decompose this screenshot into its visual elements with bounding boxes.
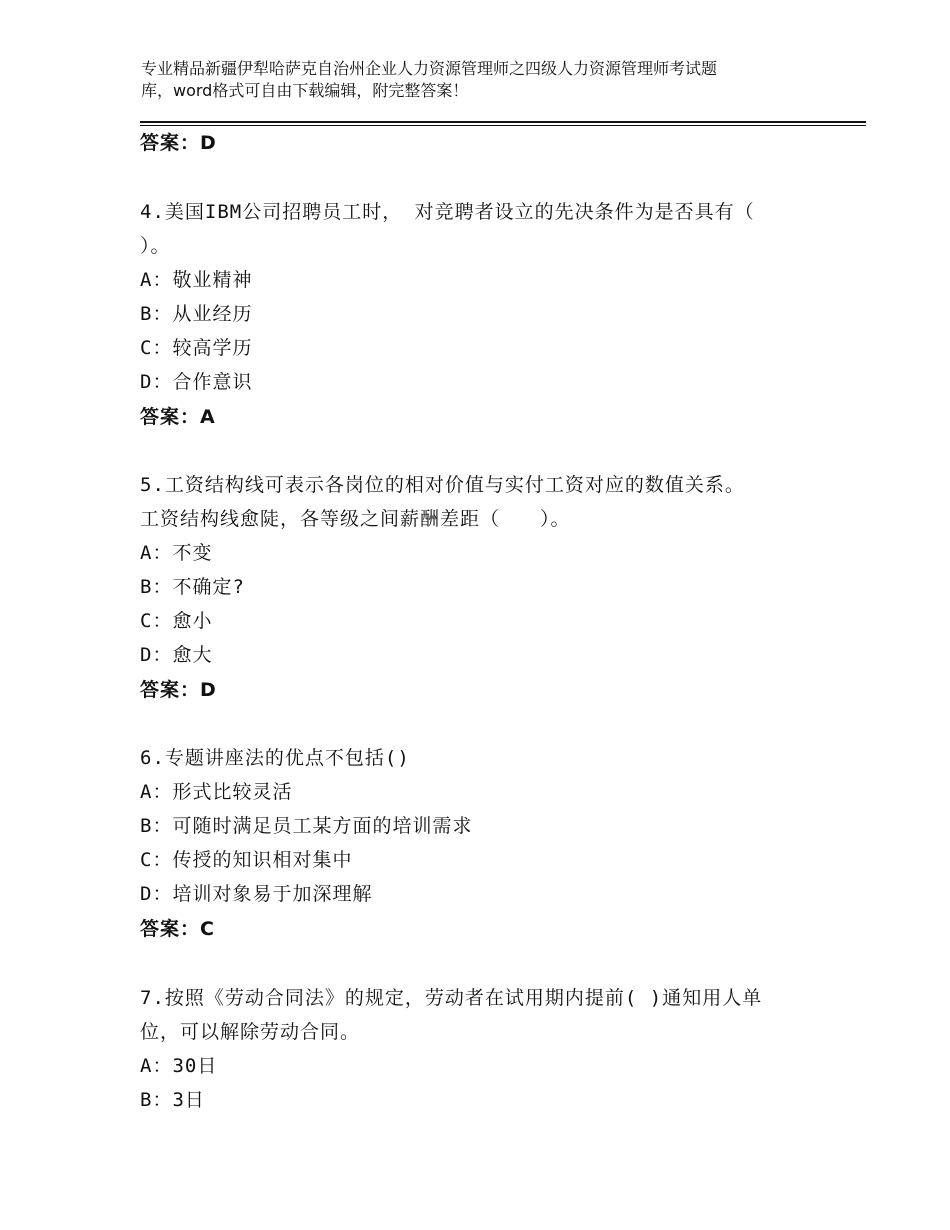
question-4-stem-line-1: 4.美国IBM公司招聘员工时， 对竞聘者设立的先决条件为是否具有（ (140, 201, 755, 223)
question-4-stem-line-2: ）。 (140, 235, 171, 257)
question-6-stem-line-1: 6.专题讲座法的优点不包括() (140, 747, 410, 769)
question-4-option-d: D：合作意识 (140, 371, 253, 393)
question-5-stem-line-2: 工资结构线愈陡，各等级之间薪酬差距（ ）。 (140, 508, 571, 530)
question-5-option-d: D：愈大 (140, 644, 213, 666)
header-divider-thick (140, 121, 866, 123)
question-6-option-c: C：传授的知识相对集中 (140, 849, 353, 871)
question-7-option-b: B：3日 (140, 1089, 205, 1111)
question-4-option-a: A：敬业精神 (140, 269, 253, 291)
question-6-option-d: D：培训对象易于加深理解 (140, 883, 373, 905)
question-6-option-a: A：形式比较灵活 (140, 781, 293, 803)
question-7-option-a: A：30日 (140, 1055, 218, 1077)
question-7-stem-line-1: 7.按照《劳动合同法》的规定，劳动者在试用期内提前( )通知用人单 (140, 987, 763, 1009)
question-7-stem-line-2: 位，可以解除劳动合同。 (140, 1021, 361, 1043)
question-5-option-b: B：不确定? (140, 576, 245, 598)
question-4-option-b: B：从业经历 (140, 303, 253, 325)
question-6-answer: 答案：C (140, 918, 215, 940)
question-5-option-a: A：不变 (140, 542, 213, 564)
header-divider-thin (140, 125, 866, 126)
question-5-option-c: C：愈小 (140, 610, 213, 632)
question-4-option-c: C：较高学历 (140, 337, 253, 359)
question-5-answer: 答案：D (140, 679, 217, 701)
question-6-option-b: B：可随时满足员工某方面的培训需求 (140, 815, 473, 837)
page-header (141, 58, 831, 102)
header-title-line-1: 专业精品新疆伊犁哈萨克自治州企业人力资源管理师之四级人力资源管理师考试题 (141, 59, 718, 78)
header-title-line-2: 库，word格式可自由下载编辑，附完整答案！ (141, 81, 469, 100)
question-4-answer: 答案：A (140, 406, 216, 428)
question-5-stem-line-1: 5.工资结构线可表示各岗位的相对价值与实付工资对应的数值关系。 (140, 474, 745, 496)
answer-previous: 答案：D (140, 132, 217, 154)
